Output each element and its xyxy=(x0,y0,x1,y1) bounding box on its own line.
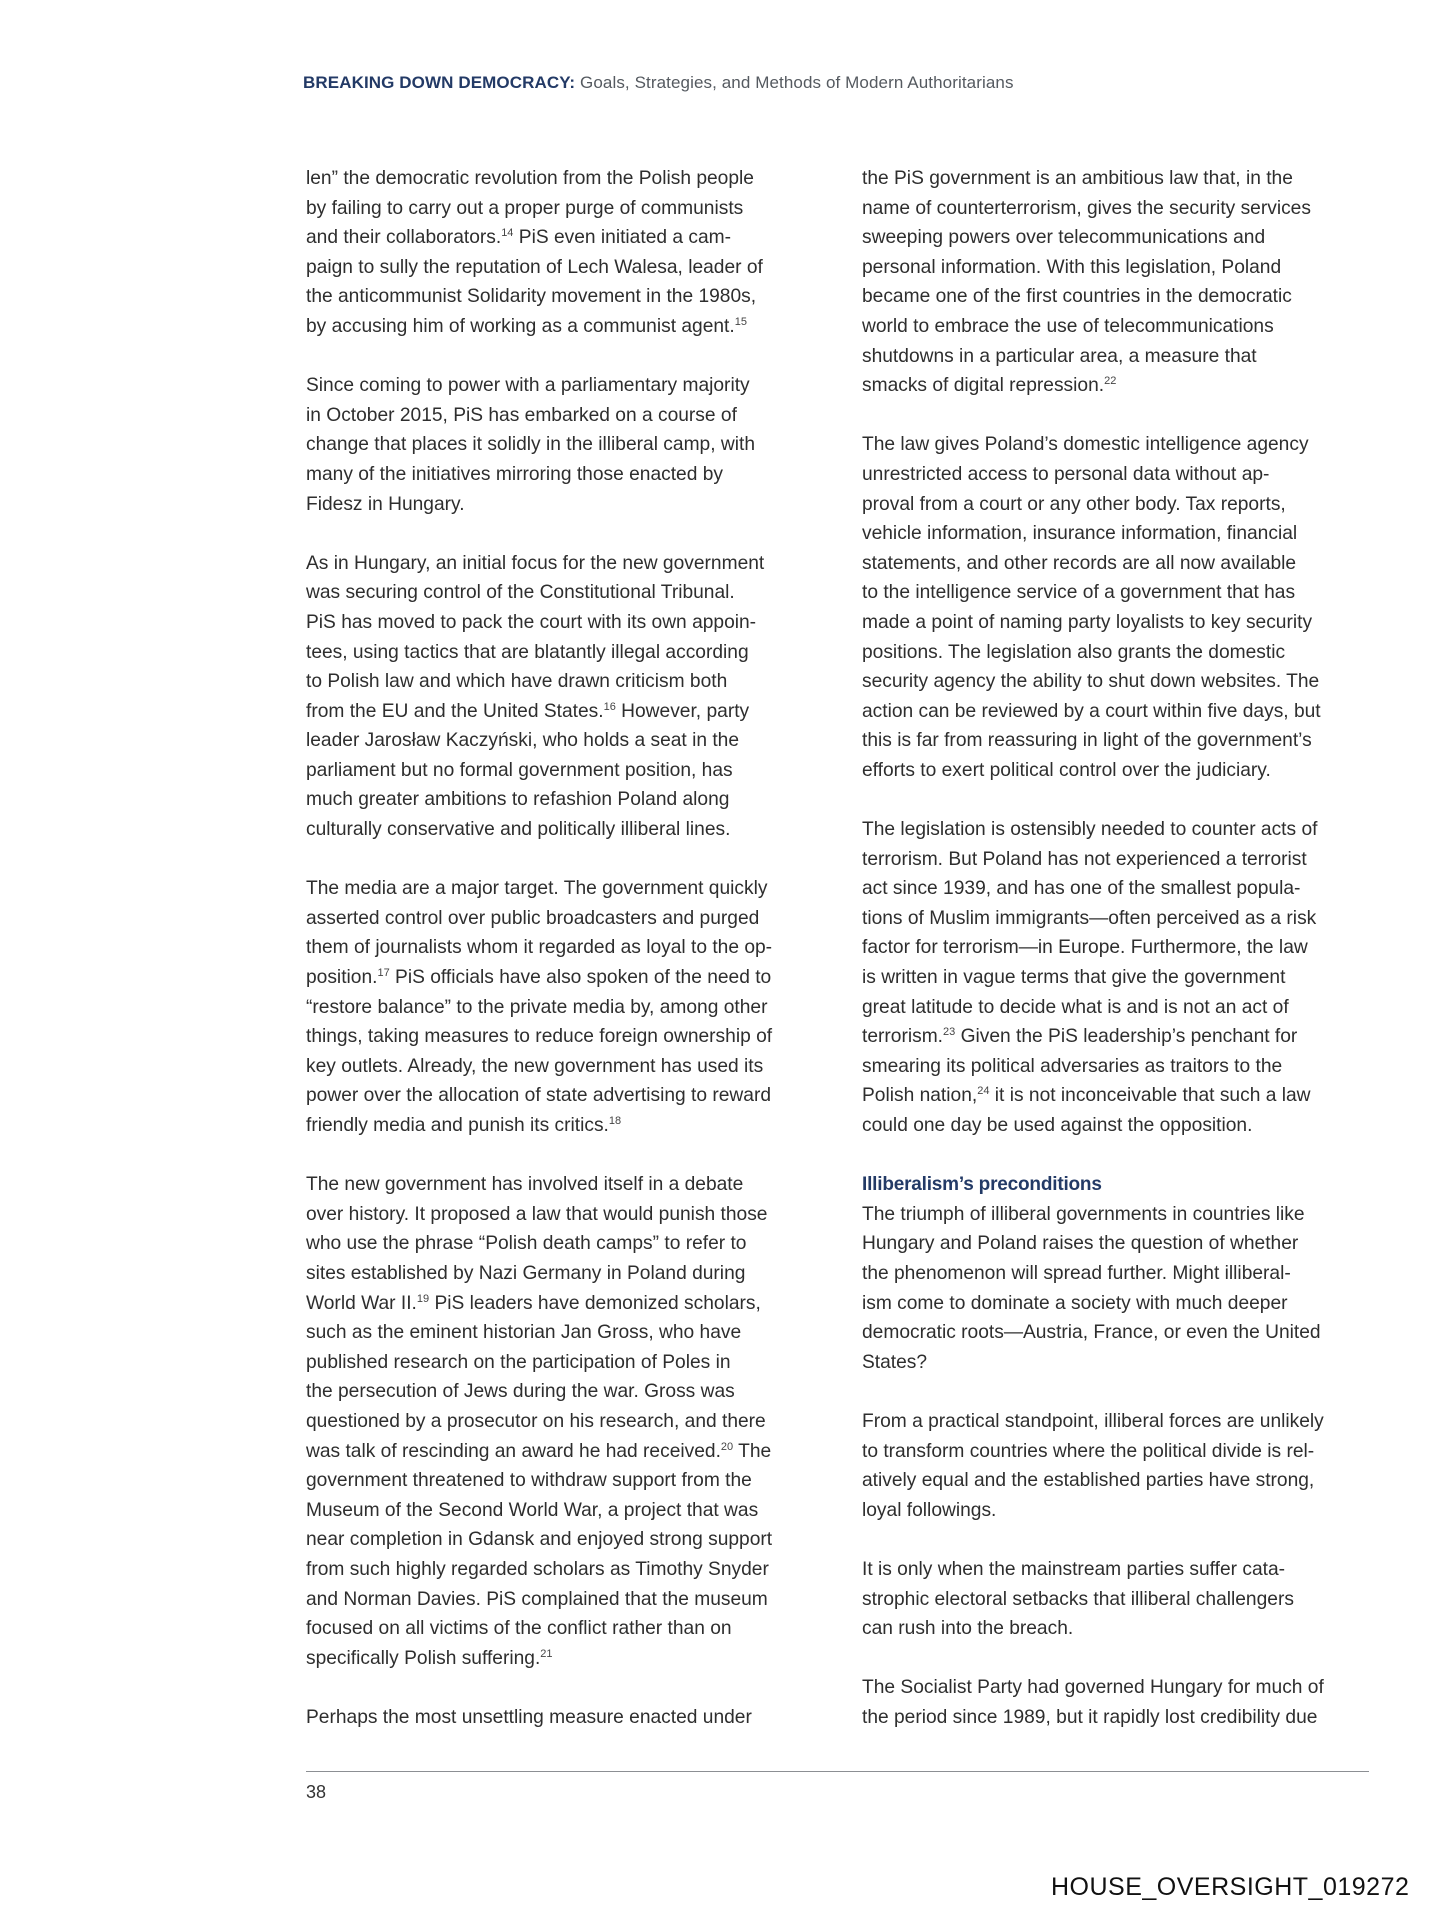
text-line: the phenomenon will spread further. Might illiberal- xyxy=(862,1262,1291,1284)
text-line: by failing to carry out a proper purge of communists xyxy=(306,197,744,219)
text-line: asserted control over public broadcasters and purged xyxy=(306,907,760,929)
text-line: to Polish law and which have drawn criticism both xyxy=(306,671,728,693)
text-line: world to embrace the use of telecommunications xyxy=(862,315,1274,337)
text-line: great latitude to decide what is and is not an act of xyxy=(862,996,1289,1018)
text-segment: friendly media and punish its critics. xyxy=(306,1115,609,1136)
text-line: many of the initiatives mirroring those enacted by xyxy=(306,463,724,485)
body-paragraph xyxy=(862,1555,1372,1644)
text-line: ism come to dominate a society with much deeper xyxy=(862,1292,1288,1314)
text-line: As in Hungary, an initial focus for the new government xyxy=(306,552,765,574)
footnote-reference[interactable]: 23 xyxy=(943,1026,956,1039)
text-line xyxy=(306,963,816,993)
text-line: proval from a court or any other body. Tax reports, xyxy=(862,493,1286,515)
text-line: much greater ambitions to refashion Poland along xyxy=(306,789,730,811)
body-paragraph xyxy=(862,1407,1372,1525)
text-line: security agency the ability to shut down websites. The xyxy=(862,671,1320,693)
text-line: efforts to exert political control over the judiciary. xyxy=(862,759,1271,781)
text-line: From a practical standpoint, illiberal forces are unlikely xyxy=(862,1410,1324,1432)
body-paragraph xyxy=(862,1673,1372,1732)
text-segment: Polish nation, xyxy=(862,1085,978,1107)
text-line: The media are a major target. The government quickly xyxy=(306,878,768,900)
right-column xyxy=(862,164,1372,1732)
text-line: made a point of naming party loyalists to key security xyxy=(862,611,1313,633)
text-line: near completion in Gdansk and enjoyed strong support xyxy=(306,1529,773,1551)
text-line xyxy=(306,1289,816,1319)
text-line: paign to sully the reputation of Lech Walesa, leader of xyxy=(306,256,763,278)
text-line: terrorism. But Poland has not experienced a terrorist xyxy=(862,848,1307,870)
text-line: unrestricted access to personal data without ap- xyxy=(862,463,1270,485)
text-line: questioned by a prosecutor on his research, and there xyxy=(306,1410,766,1432)
text-line: from such highly regarded scholars as Timothy Snyder xyxy=(306,1558,769,1580)
text-line: loyal followings. xyxy=(862,1499,997,1521)
text-segment: PiS even initiated a cam- xyxy=(513,227,732,249)
text-segment: PiS leaders have demonized scholars, xyxy=(429,1292,761,1314)
footer-divider xyxy=(306,1771,1369,1772)
text-line: smearing its political adversaries as traitors to the xyxy=(862,1055,1283,1077)
text-line: can rush into the breach. xyxy=(862,1618,1074,1640)
footnote-reference[interactable]: 15 xyxy=(734,315,747,328)
text-line: Since coming to power with a parliamentary majority xyxy=(306,375,750,397)
text-line: len” the democratic revolution from the Polish people xyxy=(306,168,754,189)
text-line: act since 1939, and has one of the smallest popula- xyxy=(862,878,1301,900)
text-line: PiS has moved to pack the court with its own appoin- xyxy=(306,611,757,633)
text-line: strophic electoral setbacks that illiberal challengers xyxy=(862,1588,1294,1610)
text-line: statements, and other records are all now available xyxy=(862,552,1297,574)
text-line xyxy=(306,1437,816,1467)
text-segment: position. xyxy=(306,967,378,989)
text-line: democratic roots—Austria, France, or even the United xyxy=(862,1322,1321,1344)
body-paragraph xyxy=(862,164,1372,401)
text-line: It is only when the mainstream parties suffer cata- xyxy=(862,1558,1286,1580)
text-segment: The xyxy=(733,1440,772,1462)
text-line: government threatened to withdraw support from the xyxy=(306,1470,752,1492)
text-line: The law gives Poland’s domestic intelligence agency xyxy=(862,434,1309,456)
text-line: atively equal and the established parties have strong, xyxy=(862,1470,1315,1492)
text-line xyxy=(306,697,816,727)
text-line: positions. The legislation also grants the domestic xyxy=(862,641,1286,663)
text-segment: PiS officials have also spoken of the need to xyxy=(389,967,772,989)
text-line: Fidesz in Hungary. xyxy=(306,493,465,515)
body-paragraph xyxy=(862,430,1372,785)
header-title-strong: BREAKING DOWN DEMOCRACY: xyxy=(303,73,576,92)
text-line: them of journalists whom it regarded as loyal to the op- xyxy=(306,937,773,959)
text-line: is written in vague terms that give the government xyxy=(862,967,1286,989)
text-line: The new government has involved itself in a debate xyxy=(306,1174,744,1196)
footnote-reference[interactable]: 24 xyxy=(977,1085,990,1098)
text-segment: specifically Polish suffering. xyxy=(306,1647,541,1669)
text-line: and Norman Davies. PiS complained that the museum xyxy=(306,1588,768,1610)
body-paragraph xyxy=(862,815,1372,1141)
text-line: focused on all victims of the conflict rather than on xyxy=(306,1618,732,1640)
text-line: change that places it solidly in the illiberal camp, with xyxy=(306,434,756,456)
text-line: the PiS government is an ambitious law that, in the xyxy=(862,168,1293,189)
text-line: States? xyxy=(862,1351,928,1373)
text-line: personal information. With this legislation, Poland xyxy=(862,256,1282,278)
body-paragraph xyxy=(306,1703,816,1733)
body-paragraph xyxy=(306,549,816,845)
text-segment: However, party xyxy=(615,700,750,722)
body-paragraph xyxy=(862,1170,1372,1377)
text-line: the anticommunist Solidarity movement in the 1980s, xyxy=(306,286,757,308)
text-line xyxy=(306,312,816,342)
text-line: could one day be used against the opposition. xyxy=(862,1115,1253,1136)
text-line: Museum of the Second World War, a project that was xyxy=(306,1499,759,1521)
text-line: Hungary and Poland raises the question of whether xyxy=(862,1233,1299,1255)
text-line: things, taking measures to reduce foreign ownership of xyxy=(306,1026,773,1048)
body-paragraph xyxy=(306,874,816,1140)
text-line: The triumph of illiberal governments in countries like xyxy=(862,1203,1305,1225)
footnote-reference[interactable]: 17 xyxy=(377,967,390,980)
text-line: factor for terrorism—in Europe. Furthermore, the law xyxy=(862,937,1308,959)
text-line: culturally conservative and politically illiberal lines. xyxy=(306,819,731,841)
body-paragraph xyxy=(306,1170,816,1673)
text-segment: smacks of digital repression. xyxy=(862,375,1105,397)
text-line xyxy=(306,1111,816,1141)
left-column xyxy=(306,164,816,1732)
text-line: such as the eminent historian Jan Gross, who have xyxy=(306,1322,742,1344)
body-paragraph xyxy=(306,164,816,342)
text-line: “restore balance” to the private media by, among other xyxy=(306,996,768,1018)
text-line: sweeping powers over telecommunications and xyxy=(862,227,1266,249)
text-line: sites established by Nazi Germany in Poland during xyxy=(306,1262,746,1284)
text-line: power over the allocation of state advertising to reward xyxy=(306,1085,772,1107)
text-line: The Socialist Party had governed Hungary for much of xyxy=(862,1677,1324,1699)
text-line: over history. It proposed a law that would punish those xyxy=(306,1203,768,1225)
text-line xyxy=(862,1081,1372,1111)
bates-stamp: HOUSE_OVERSIGHT_019272 xyxy=(1051,1873,1410,1901)
text-line: shutdowns in a particular area, a measure that xyxy=(862,345,1257,367)
header-subtitle: Goals, Strategies, and Methods of Modern Authoritarians xyxy=(575,73,1014,92)
footnote-reference[interactable]: 19 xyxy=(416,1292,430,1305)
text-segment: World War II. xyxy=(306,1292,417,1314)
text-line xyxy=(306,1644,816,1674)
text-line: Perhaps the most unsettling measure enacted under xyxy=(306,1706,752,1728)
text-line: tions of Muslim immigrants—often perceived as a risk xyxy=(862,907,1317,929)
text-line: the persecution of Jews during the war. Gross was xyxy=(306,1381,735,1403)
footnote-reference[interactable]: 22 xyxy=(1104,375,1117,388)
body-paragraph xyxy=(306,371,816,519)
text-line: The legislation is ostensibly needed to counter acts of xyxy=(862,819,1318,841)
text-line: was securing control of the Constitutional Tribunal. xyxy=(306,582,735,604)
footnote-reference[interactable]: 18 xyxy=(608,1115,622,1127)
text-line: to transform countries where the political divide is rel- xyxy=(862,1440,1315,1462)
text-segment: it is not inconceivable that such a law xyxy=(989,1085,1311,1107)
text-line: name of counterterrorism, gives the security services xyxy=(862,197,1311,219)
text-line: became one of the first countries in the democratic xyxy=(862,286,1292,308)
text-line: action can be reviewed by a court within five days, but xyxy=(862,700,1321,722)
text-line xyxy=(862,371,1372,401)
text-line: tees, using tactics that are blatantly illegal according xyxy=(306,641,749,663)
running-header xyxy=(303,73,1014,93)
text-line: this is far from reassuring in light of the government’s xyxy=(862,730,1312,752)
page-number: 38 xyxy=(306,1782,327,1802)
text-line: published research on the participation of Poles in xyxy=(306,1351,731,1373)
footnote-reference[interactable]: 14 xyxy=(501,227,514,240)
text-segment: Given the PiS leadership’s penchant for xyxy=(955,1026,1298,1048)
text-line: the period since 1989, but it rapidly lost credibility due xyxy=(862,1706,1318,1728)
text-segment: and their collaborators. xyxy=(306,227,502,249)
text-line: parliament but no formal government position, has xyxy=(306,759,733,781)
text-segment: was talk of rescinding an award he had received. xyxy=(306,1440,721,1462)
text-line: to the intelligence service of a government that has xyxy=(862,582,1296,604)
text-segment: by accusing him of working as a communist agent. xyxy=(306,315,735,337)
section-heading: Illiberalism’s preconditions xyxy=(862,1174,1102,1196)
text-line: who use the phrase “Polish death camps” to refer to xyxy=(306,1233,747,1255)
footnote-reference[interactable]: 21 xyxy=(540,1647,553,1660)
text-line: leader Jarosław Kaczyński, who holds a seat in the xyxy=(306,730,740,752)
text-line: key outlets. Already, the new government has used its xyxy=(306,1055,764,1077)
text-line: vehicle information, insurance information, financial xyxy=(862,523,1298,545)
text-line xyxy=(306,223,816,253)
footnote-reference[interactable]: 20 xyxy=(720,1440,734,1453)
text-segment: terrorism. xyxy=(862,1026,944,1048)
text-line: in October 2015, PiS has embarked on a course of xyxy=(306,404,737,426)
text-segment: from the EU and the United States. xyxy=(306,700,604,722)
text-line xyxy=(862,1022,1372,1052)
footnote-reference[interactable]: 16 xyxy=(603,700,616,713)
